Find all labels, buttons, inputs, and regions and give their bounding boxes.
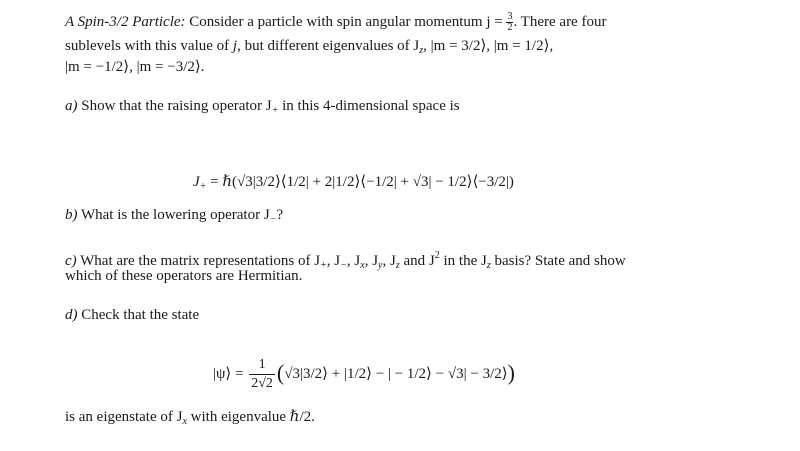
part-d-tag: d) [65, 307, 78, 323]
part-b-text: b) What is the lowering operator $J_-$? [65, 207, 284, 225]
intro-text: Consider a particle with spin angular momentum j = [189, 14, 507, 30]
problem-title: A Spin-3/2 Particle: [65, 14, 186, 30]
part-b-tag: b) [65, 207, 78, 223]
j-fraction: $\frac{3}{2}$ [507, 11, 513, 34]
intro-line-2: sublevels with this value of j, but different eigenvalues of $J_z$, |m = 3/2⟩, |m = 1/2⟩, [65, 38, 554, 56]
conclusion-text: is an eigenstate of $J_x$ with eigenvalue ℏ/2. [65, 409, 315, 427]
raising-operator-equation: $J_+$ = ℏ(√3|3/2⟩⟨1/2| + 2|1/2⟩⟨−1/2| + √3| − 1/2⟩⟨−3/2|) [193, 174, 514, 192]
part-c-line-1: c) What are the matrix representations of $J_+$, $J_-$, $J_x$, $J_y$, $J_z$ and $J^2$ in the $J_z$ basis? State and show [65, 250, 626, 271]
part-a-tag: a) [65, 98, 78, 114]
state-psi-equation: |ψ⟩ = $\frac{1}{2√2}$ (√3|3/2⟩ + |1/2⟩ − | − 1/2⟩ − √3| − 3/2⟩) [213, 357, 515, 391]
part-d-text: d) Check that the state [65, 307, 200, 323]
normalization-fraction: $\frac{1}{2√2}$ [251, 357, 273, 391]
part-c-tag: c) [65, 253, 77, 269]
part-c-line-2: which of these operators are Hermitian. [65, 268, 303, 284]
intro-line-1: A Spin-3/2 Particle: Consider a particle with spin angular momentum j = $\frac{3}{2}$ . There are four [65, 11, 607, 34]
part-a-text: a) Show that the raising operator $J_+$ in this 4-dimensional space is [65, 98, 460, 116]
intro-line-3: |m = −1/2⟩, |m = −3/2⟩. [65, 59, 205, 75]
